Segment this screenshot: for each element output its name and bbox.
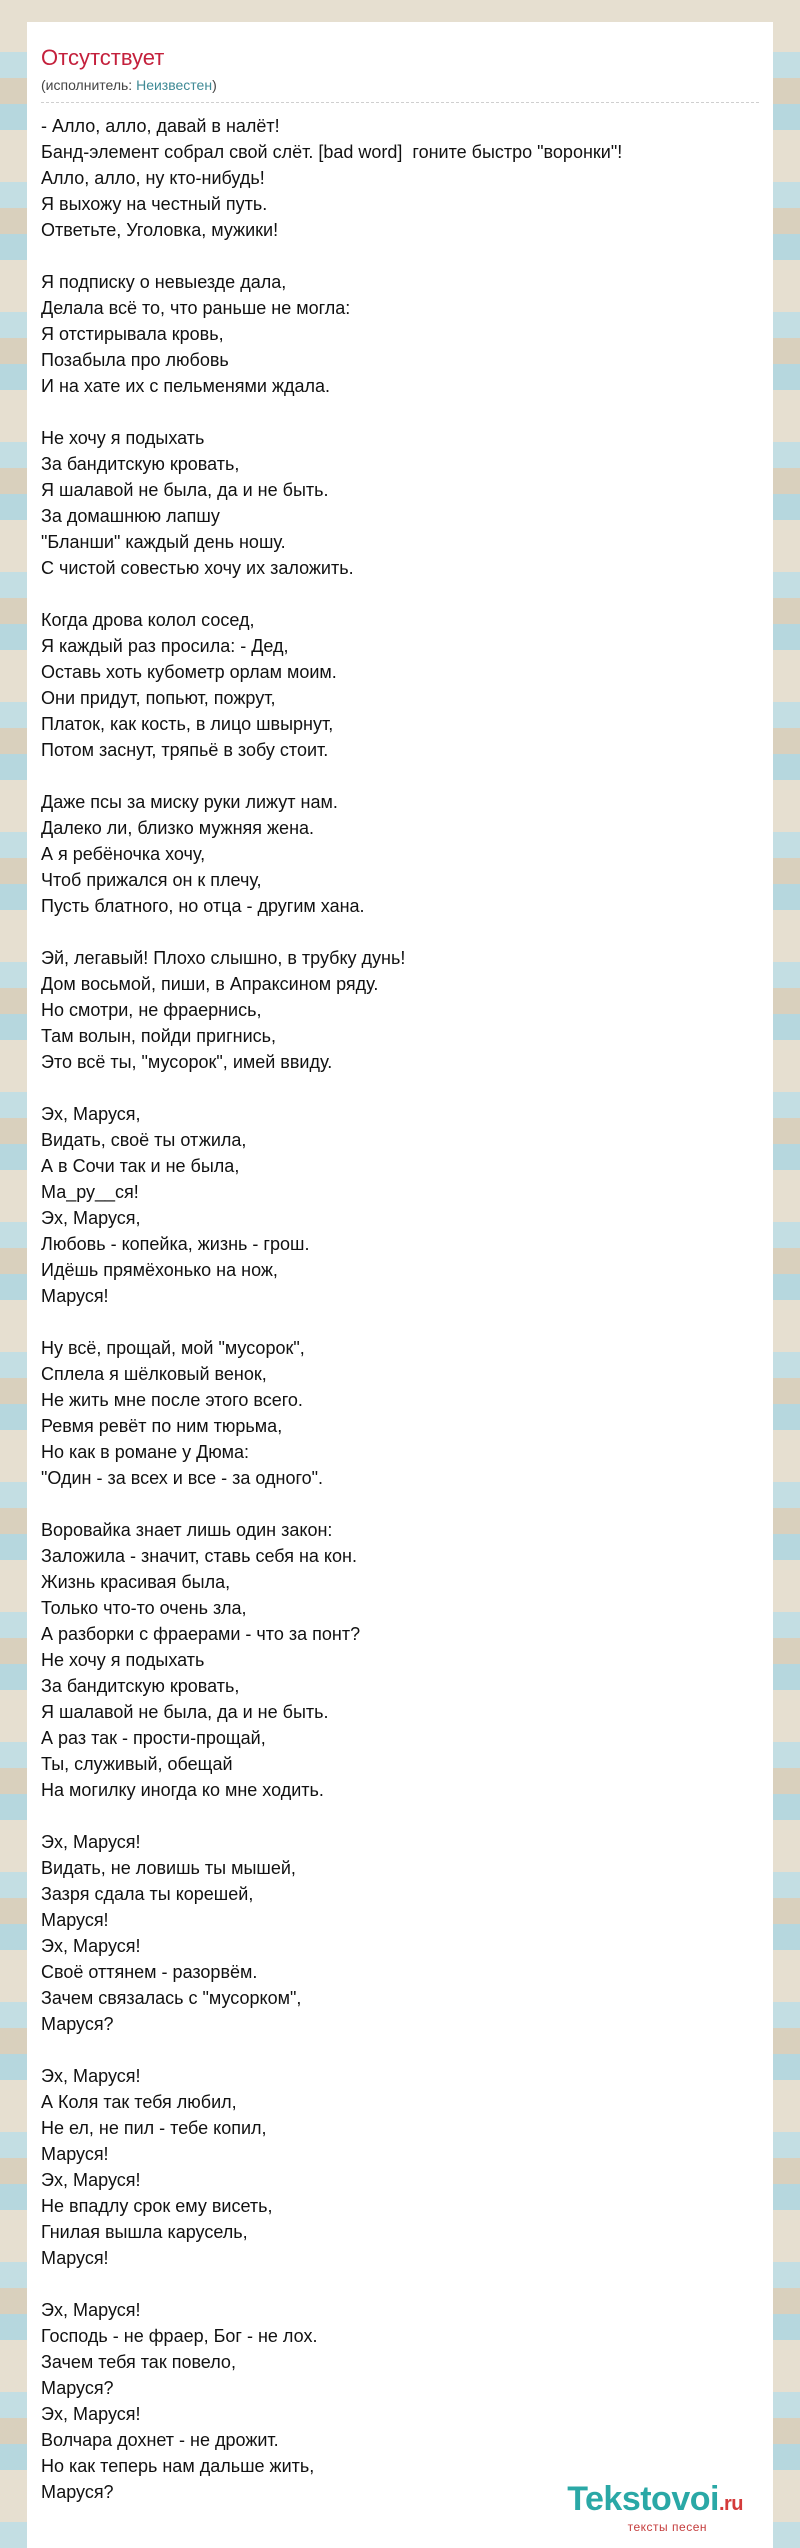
lyrics-line: Не хочу я подыхать [41, 428, 205, 448]
lyrics-page [27, 22, 773, 2548]
lyrics-stanza [41, 789, 773, 919]
lyrics-line: За домашнюю лапшу [41, 506, 220, 526]
lyrics-line: Но как в романе у Дюма: [41, 1442, 249, 1462]
lyrics-line: Позабыла про любовь [41, 350, 229, 370]
lyrics-line: На могилку иногда ко мне ходить. [41, 1780, 324, 1800]
lyrics-line: А Коля так тебя любил, [41, 2092, 237, 2112]
logo-tagline: тексты песен [627, 2520, 707, 2534]
lyrics-line: Ответьте, Уголовка, мужики! [41, 220, 279, 240]
lyrics-line: Не впадлу срок ему висеть, [41, 2196, 273, 2216]
lyrics-line: Маруся! [41, 2248, 109, 2268]
lyrics-line: Зазря сдала ты корешей, [41, 1884, 254, 1904]
lyrics-line: И на хате их с пельменями ждала. [41, 376, 331, 396]
lyrics-line: А в Сочи так и не была, [41, 1156, 240, 1176]
lyrics-line: Эх, Маруся, [41, 1208, 141, 1228]
lyrics-line: А я ребёночка хочу, [41, 844, 206, 864]
lyrics-line: Заложила - значит, ставь себя на кон. [41, 1546, 357, 1566]
lyrics-line: Маруся! [41, 2144, 109, 2164]
lyrics-line: Господь - не фраер, Бог - не лох. [41, 2326, 318, 2346]
lyrics-line: Волчара дохнет - не дрожит. [41, 2430, 279, 2450]
lyrics-line: А разборки с фраерами - что за понт? [41, 1624, 361, 1644]
lyrics-line: Банд-элемент собрал свой слёт. [bad word] гоните быстро "воронки"! [41, 142, 623, 162]
lyrics-line: Видать, своё ты отжила, [41, 1130, 247, 1150]
lyrics-line: Я шалавой не была, да и не быть. [41, 480, 329, 500]
lyrics-line: Не хочу я подыхать [41, 1650, 205, 1670]
lyrics-line: Оставь хоть кубометр орлам моим. [41, 662, 337, 682]
lyrics-stanza [41, 425, 773, 581]
lyrics-line: Они придут, попьют, пожрут, [41, 688, 276, 708]
lyrics-line: Зачем тебя так повело, [41, 2352, 236, 2372]
lyrics-line: Маруся! [41, 1286, 109, 1306]
lyrics-line: Делала всё то, что раньше не могла: [41, 298, 351, 318]
lyrics-line: Я выхожу на честный путь. [41, 194, 268, 214]
lyrics-line: Эх, Маруся! [41, 2300, 141, 2320]
lyrics-line: За бандитскую кровать, [41, 1676, 240, 1696]
performer-link[interactable]: Неизвестен [136, 77, 213, 93]
lyrics-stanza [41, 945, 773, 1075]
lyrics-line: Пусть блатного, но отца - другим хана. [41, 896, 365, 916]
performer-line [41, 76, 759, 94]
lyrics-line: Маруся? [41, 2482, 114, 2502]
lyrics-line: Своё оттянем - разорвём. [41, 1962, 258, 1982]
lyrics-line: А раз так - прости-прощай, [41, 1728, 266, 1748]
lyrics-stanza [41, 2297, 773, 2505]
lyrics-line: Даже псы за миску руки лижут нам. [41, 792, 338, 812]
lyrics-line: Ревмя ревёт по ним тюрьма, [41, 1416, 283, 1436]
performer-suffix: ) [212, 77, 217, 93]
lyrics-line: Гнилая вышла карусель, [41, 2222, 248, 2242]
lyrics-line: Я подписку о невыезде дала, [41, 272, 287, 292]
lyrics-line: Эх, Маруся, [41, 1104, 141, 1124]
lyrics-line: Не ел, не пил - тебе копил, [41, 2118, 267, 2138]
lyrics-stanza [41, 607, 773, 763]
lyrics-line: Сплела я шёлковый венок, [41, 1364, 267, 1384]
lyrics-line: Эй, легавый! Плохо слышно, в трубку дунь! [41, 948, 406, 968]
logo-name: Tekstovoi [567, 2480, 719, 2518]
lyrics-stanza [41, 113, 773, 243]
lyrics-line: Маруся? [41, 2014, 114, 2034]
lyrics-stanza [41, 1101, 773, 1309]
lyrics-line: Эх, Маруся! [41, 2066, 141, 2086]
lyrics-stanza [41, 1335, 773, 1491]
lyrics-line: Видать, не ловишь ты мышей, [41, 1858, 296, 1878]
lyrics-stanza [41, 1829, 773, 2037]
lyrics-line: Дом восьмой, пиши, в Апраксином ряду. [41, 974, 379, 994]
lyrics-line: Идёшь прямёхонько на нож, [41, 1260, 278, 1280]
lyrics-line: Эх, Маруся! [41, 2170, 141, 2190]
lyrics-stanza [41, 269, 773, 399]
lyrics-line: Я шалавой не была, да и не быть. [41, 1702, 329, 1722]
site-logo[interactable] [567, 2481, 743, 2534]
lyrics-line: Далеко ли, близко мужняя жена. [41, 818, 315, 838]
lyrics-line: За бандитскую кровать, [41, 454, 240, 474]
lyrics-line: Когда дрова колол сосед, [41, 610, 255, 630]
song-title: Отсутствует [41, 45, 165, 70]
lyrics-line: "Бланши" каждый день ношу. [41, 532, 286, 552]
lyrics-stanza [41, 1517, 773, 1803]
lyrics-line: Потом заснут, тряпьё в зобу стоит. [41, 740, 329, 760]
lyrics-line: Я каждый раз просила: - Дед, [41, 636, 289, 656]
lyrics-line: Платок, как кость, в лицо швырнут, [41, 714, 334, 734]
lyrics-line: Эх, Маруся! [41, 2404, 141, 2424]
lyrics-line: - Алло, алло, давай в налёт! [41, 116, 280, 136]
lyrics-line: Ну всё, прощай, мой "мусорок", [41, 1338, 305, 1358]
lyrics-line: Маруся! [41, 1910, 109, 1930]
logo-text [567, 2481, 743, 2522]
lyrics-line: Но смотри, не фраернись, [41, 1000, 262, 1020]
lyrics-line: Зачем связалась с "мусорком", [41, 1988, 302, 2008]
lyrics-line: Там волын, пойди пригнись, [41, 1026, 277, 1046]
lyrics-line: Эх, Маруся! [41, 1832, 141, 1852]
lyrics-line: Но как теперь нам дальше жить, [41, 2456, 315, 2476]
lyrics-line: Я отстирывала кровь, [41, 324, 224, 344]
lyrics-line: Только что-то очень зла, [41, 1598, 247, 1618]
lyrics-line: Воровайка знает лишь один закон: [41, 1520, 333, 1540]
lyrics-line: Это всё ты, "мусорок", имей ввиду. [41, 1052, 333, 1072]
lyrics-line: Жизнь красивая была, [41, 1572, 231, 1592]
lyrics-line: "Один - за всех и все - за одного". [41, 1468, 324, 1488]
lyrics-line: Маруся? [41, 2378, 114, 2398]
lyrics-line: Эх, Маруся! [41, 1936, 141, 1956]
performer-prefix: (исполнитель: [41, 77, 137, 93]
lyrics-line: Чтоб прижался он к плечу, [41, 870, 262, 890]
lyrics-line: Ма_ру__ся! [41, 1182, 139, 1202]
lyrics-line: Любовь - копейка, жизнь - грош. [41, 1234, 310, 1254]
lyrics-body [27, 103, 773, 2505]
lyrics-line: Алло, алло, ну кто-нибудь! [41, 168, 265, 188]
lyrics-line: Не жить мне после этого всего. [41, 1390, 303, 1410]
lyrics-stanza [41, 2063, 773, 2271]
lyrics-line: Ты, служивый, обещай [41, 1754, 233, 1774]
song-header [27, 22, 773, 94]
lyrics-line: С чистой совестью хочу их заложить. [41, 558, 354, 578]
logo-tld: .ru [718, 2493, 743, 2515]
